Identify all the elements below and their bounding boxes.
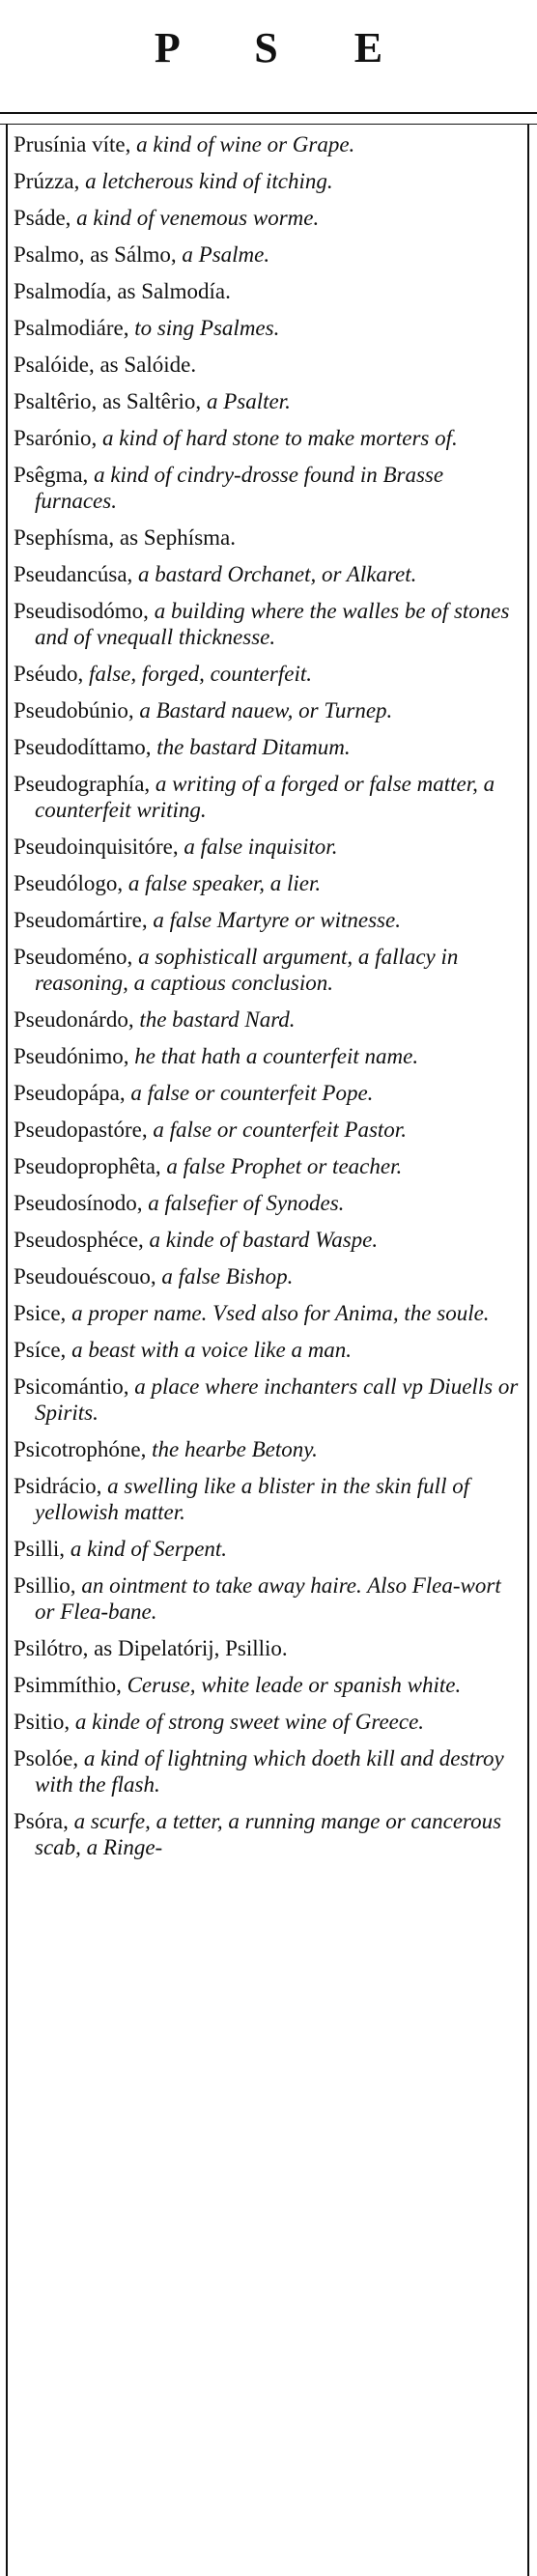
entry-headword: Pseudosphéce, xyxy=(14,1228,150,1252)
entry-definition: a beast with a voice like a man. xyxy=(71,1338,353,1362)
dictionary-entry xyxy=(14,462,523,514)
dictionary-entry xyxy=(14,315,523,341)
entry-definition: a kinde of strong sweet wine of Greece. xyxy=(74,1710,425,1734)
header-rule-top xyxy=(0,112,537,114)
entry-headword: Psarónio, xyxy=(14,426,102,450)
entry-headword: Psimmíthio, xyxy=(14,1673,127,1697)
dictionary-entry xyxy=(14,1006,523,1033)
entry-definition: he that hath a counterfeit name. xyxy=(134,1044,419,1068)
dictionary-entry xyxy=(14,1117,523,1143)
entry-definition: a proper name. Vsed also for Anima, the soule. xyxy=(71,1301,490,1325)
entry-headword: Pseudisodómo, xyxy=(14,599,155,623)
entry-definition: a kind of hard stone to make morters of. xyxy=(102,426,458,450)
entry-headword: Pseudobúnio, xyxy=(14,698,140,722)
dictionary-entry xyxy=(14,1436,523,1462)
dictionary-entry xyxy=(14,425,523,451)
entry-headword: Pseudographía, xyxy=(14,772,155,796)
entry-definition: a false inquisitor. xyxy=(184,835,338,859)
entry-headword: Pseudosínodo, xyxy=(14,1191,149,1215)
entry-definition: a false or counterfeit Pastor. xyxy=(153,1118,407,1142)
entry-definition: a kind of Serpent. xyxy=(70,1537,228,1561)
dictionary-entry xyxy=(14,388,523,414)
entry-headword: Prúzza, xyxy=(14,169,86,193)
entry-headword: Pseudopastóre, xyxy=(14,1118,154,1142)
dictionary-entry xyxy=(14,1745,523,1798)
entry-headword: Pseudólogo, xyxy=(14,871,128,895)
entry-definition: a place where inchanters call vp Diuells or Spirits. xyxy=(35,1374,519,1425)
dictionary-entry xyxy=(14,205,523,231)
entry-definition: a Psalter. xyxy=(206,389,291,413)
entry-definition: a false or counterfeit Pope. xyxy=(130,1081,374,1105)
entry-definition: to sing Psalmes. xyxy=(134,316,280,340)
dictionary-entry xyxy=(14,771,523,823)
entry-definition: the bastard Ditamum. xyxy=(156,735,351,759)
entry-definition: a kinde of bastard Waspe. xyxy=(149,1228,379,1252)
entry-headword: Pseudónimo, xyxy=(14,1044,135,1068)
entry-definition: a kind of wine or Grape. xyxy=(136,132,355,156)
entry-headword: Psalmodía, as Salmodía. xyxy=(14,279,231,303)
entry-definition: a false speaker, a lier. xyxy=(127,871,322,895)
dictionary-entry xyxy=(14,1536,523,1562)
dictionary-entry xyxy=(14,524,523,551)
entry-headword: Psillio, xyxy=(14,1573,82,1598)
dictionary-entry xyxy=(14,241,523,268)
entry-definition: Ceruse, white leade or spanish white. xyxy=(127,1673,462,1697)
entry-definition: the hearbe Betony. xyxy=(152,1437,318,1461)
entry-definition: a scurfe, a tetter, a running mange or cancerous scab, a Ringe- xyxy=(35,1809,502,1859)
entry-list xyxy=(14,131,523,1871)
entry-definition: false, forged, counterfeit. xyxy=(88,662,312,686)
dictionary-entry xyxy=(14,561,523,587)
entry-headword: Pseudodíttamo, xyxy=(14,735,157,759)
entry-headword: Psalmo, as Sálmo, xyxy=(14,242,183,267)
dictionary-entry xyxy=(14,1300,523,1326)
entry-definition: a kind of lightning which doeth kill and destroy with the flash. xyxy=(35,1746,504,1797)
dictionary-entry xyxy=(14,944,523,996)
dictionary-entry xyxy=(14,1227,523,1253)
entry-headword: Psilótro, as Dipelatórij, Psillio. xyxy=(14,1636,288,1660)
column-rule-left xyxy=(6,124,8,2576)
entry-headword: Psidrácio, xyxy=(14,1474,108,1498)
entry-definition: a Psalme. xyxy=(182,242,270,267)
page-header xyxy=(0,0,537,97)
dictionary-entry xyxy=(14,1373,523,1426)
dictionary-entry xyxy=(14,168,523,194)
column-rule-right xyxy=(527,124,529,2576)
entry-headword: Pseudoinquisitóre, xyxy=(14,835,184,859)
entry-definition: a Bastard nauew, or Turnep. xyxy=(139,698,393,722)
dictionary-entry xyxy=(14,697,523,723)
entry-definition: a kind of venemous worme. xyxy=(76,206,320,230)
entry-definition: a writing of a forged or false matter, a counterfeit writing. xyxy=(35,772,495,822)
entry-headword: Psalóide, as Salóide. xyxy=(14,353,197,377)
dictionary-entry xyxy=(14,661,523,687)
entry-definition: the bastard Nard. xyxy=(139,1007,296,1032)
dictionary-entry xyxy=(14,1808,523,1860)
entry-headword: Psolóe, xyxy=(14,1746,84,1770)
entry-headword: Psitio, xyxy=(14,1710,75,1734)
entry-headword: Pseudouéscouo, xyxy=(14,1264,162,1288)
entry-definition: a bastard Orchanet, or Alkaret. xyxy=(138,562,417,586)
entry-headword: Psice, xyxy=(14,1301,72,1325)
entry-definition: a false Bishop. xyxy=(161,1264,294,1288)
entry-headword: Psephísma, as Sephísma. xyxy=(14,525,236,550)
entry-headword: Pseudonárdo, xyxy=(14,1007,140,1032)
dictionary-entry xyxy=(14,1672,523,1698)
dictionary-entry xyxy=(14,1043,523,1069)
dictionary-entry xyxy=(14,734,523,760)
dictionary-entry xyxy=(14,1473,523,1525)
entry-headword: Pseudancúsa, xyxy=(14,562,139,586)
entry-headword: Psêgma, xyxy=(14,463,95,487)
dictionary-entry xyxy=(14,1635,523,1661)
entry-headword: Psalmodiáre, xyxy=(14,316,135,340)
dictionary-entry xyxy=(14,131,523,157)
dictionary-entry xyxy=(14,278,523,304)
entry-headword: Psilli, xyxy=(14,1537,71,1561)
dictionary-entry xyxy=(14,598,523,650)
entry-headword: Psicotrophóne, xyxy=(14,1437,153,1461)
entry-headword: Psaltêrio, as Saltêrio, xyxy=(14,389,207,413)
entry-definition: a building where the walles be of stones and of vnequall thicknesse. xyxy=(35,599,510,649)
dictionary-entry xyxy=(14,1080,523,1106)
entry-definition: a kind of cindry-drosse found in Brasse furnaces. xyxy=(35,463,444,513)
entry-headword: Psóra, xyxy=(14,1809,74,1833)
entry-headword: Psicomántio, xyxy=(14,1374,135,1399)
entry-definition: a false Martyre or witnesse. xyxy=(153,908,401,932)
dictionary-entry xyxy=(14,1709,523,1735)
dictionary-entry xyxy=(14,834,523,860)
entry-headword: Psáde, xyxy=(14,206,77,230)
dictionary-entry xyxy=(14,1572,523,1625)
page-title: P S E xyxy=(154,24,416,71)
entry-headword: Pseudoprophêta, xyxy=(14,1154,167,1178)
entry-headword: Psíce, xyxy=(14,1338,72,1362)
dictionary-entry xyxy=(14,907,523,933)
entry-definition: a falsefier of Synodes. xyxy=(148,1191,345,1215)
entry-definition: a sophisticall argument, a fallacy in reasoning, a captious conclusion. xyxy=(35,945,459,995)
entry-headword: Pseudomártire, xyxy=(14,908,154,932)
entry-headword: Pséudo, xyxy=(14,662,89,686)
entry-definition: a false Prophet or teacher. xyxy=(166,1154,403,1178)
dictionary-entry xyxy=(14,1190,523,1216)
entry-headword: Pseudopápa, xyxy=(14,1081,131,1105)
dictionary-entry xyxy=(14,1337,523,1363)
entry-definition: a letcherous kind of itching. xyxy=(85,169,333,193)
header-rule-bottom xyxy=(0,124,537,125)
dictionary-entry xyxy=(14,1263,523,1289)
dictionary-entry xyxy=(14,352,523,378)
entry-definition: an ointment to take away haire. Also Flea-wort or Flea-bane. xyxy=(35,1573,501,1624)
entry-headword: Prusínia víte, xyxy=(14,132,137,156)
entry-definition: a swelling like a blister in the skin full of yellowish matter. xyxy=(35,1474,470,1524)
dictionary-entry xyxy=(14,1153,523,1179)
entry-headword: Pseudoméno, xyxy=(14,945,139,969)
dictionary-entry xyxy=(14,870,523,896)
